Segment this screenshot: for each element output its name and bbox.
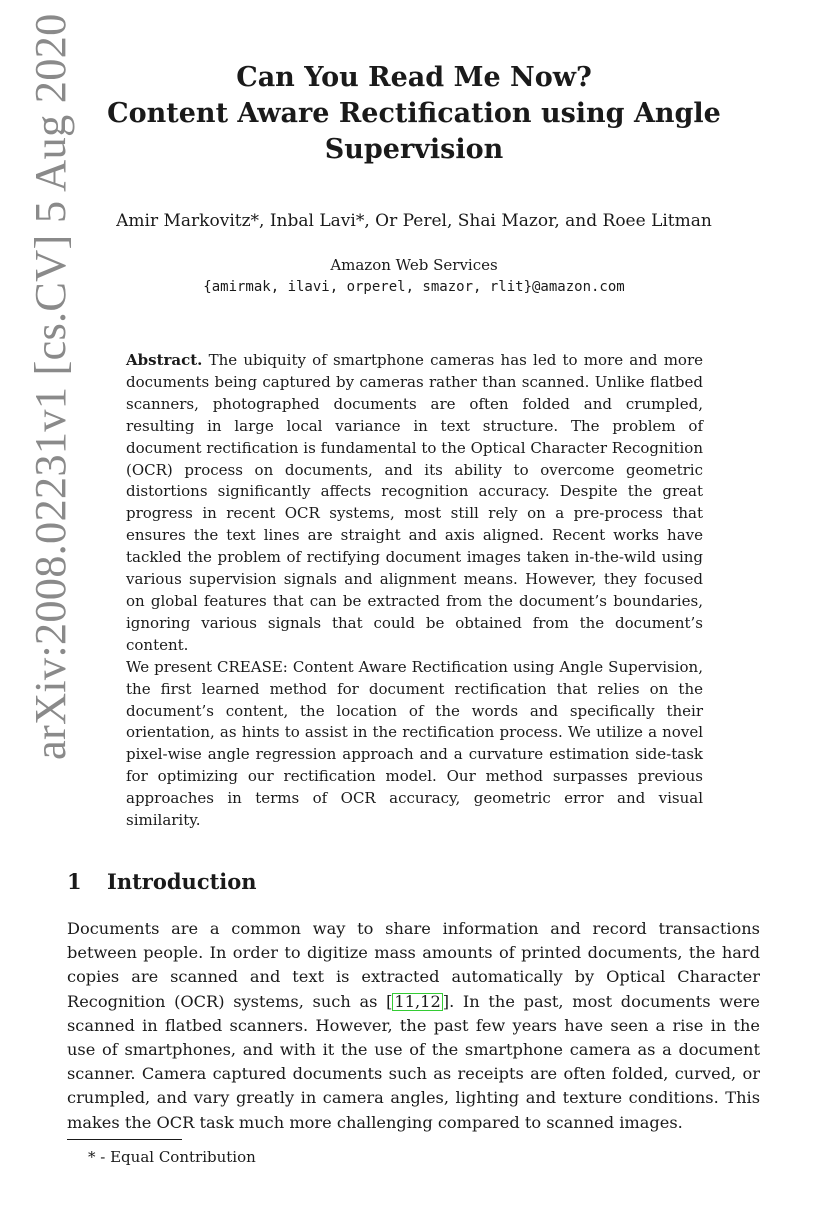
- section-heading: [67, 869, 257, 894]
- section-number: 1: [67, 869, 82, 894]
- abstract-label: Abstract.: [126, 351, 203, 369]
- citation-link[interactable]: 11,12: [394, 991, 441, 1011]
- section-title: Introduction: [107, 869, 257, 894]
- abstract-paragraph: We present CREASE: Content Aware Rectification using Angle Supervision, the first learned method for document rectification that relies on the document’s content, the location of the words and specifically their orientation, as hints to assist in the rectification process. We utilize a novel pixel-wise angle regression approach and a curvature estimation side-task for optimizing our rectification model. Our method surpasses previous approaches in terms of OCR accuracy, geometric error and visual similarity.: [126, 657, 703, 830]
- title-line: Can You Read Me Now?: [236, 62, 592, 93]
- author-list: Amir Markovitz*, Inbal Lavi*, Or Perel, Shai Mazor, and Roee Litman: [116, 211, 712, 231]
- arxiv-identifier-stamp: arXiv:2008.02231v1 [cs.CV] 5 Aug 2020: [25, 13, 75, 760]
- footnote-divider: [67, 1139, 182, 1140]
- intro-text: . In the past, most documents were scanned in flatbed scanners. However, the past few years have seen a rise in the use of smartphones, and with it the use of the smartphone camera as a document scanner. Camera captured documents such as receipts are often folded, curved, or crumpled, and vary greatly in camera angles, lighting and texture conditions. This makes the OCR task much more challenging compared to scanned images.: [67, 991, 760, 1132]
- intro-text: Documents are a common way to share information and record transactions between people. In order to digitize mass amounts of printed documents, the hard copies are scanned and text is extracted automatically by Optical Character Recognition (OCR) systems, such as: [67, 919, 760, 1011]
- author-emails: {amirmak, ilavi, orperel, smazor, rlit}@amazon.com: [203, 279, 625, 295]
- title-line: Supervision: [324, 134, 504, 165]
- footnote: * - Equal Contribution: [88, 1148, 256, 1166]
- abstract: [126, 350, 703, 832]
- abstract-paragraph: [126, 350, 703, 657]
- abstract-text: The ubiquity of smartphone cameras has led to more and more documents being captured by cameras rather than scanned. Unlike flatbed scanners, photographed documents are often folded and crumpled, resulting in large local variance in text structure. The problem of document rectification is fundamental to the Optical Character Recognition (OCR) process on documents, and its ability to overcome geometric distortions significantly affects recognition accuracy. Despite the great progress in recent OCR systems, most still rely on a pre-process that ensures the text lines are straight and axis aligned. Recent works have tackled the problem of rectifying document images taken in-the-wild using various supervision signals and alignment means. However, they focused on global features that can be extracted from the document’s boundaries, ignoring various signals that could be obtained from the document’s content.: [126, 351, 703, 654]
- title-line: Content Aware Rectification using Angle: [107, 98, 721, 129]
- intro-paragraph: Documents are a common way to share information and record transactions between people. In order to digitize mass amounts of printed documents, the hard copies are scanned and text is extracted automatically by Optical Character Recognition (OCR) systems, such as [ 11,12 ]. In the past, most documents were scanned in flatbed scanners. However, the past few years have seen a rise in the use of smartphones, and with it the use of the smartphone camera as a document scanner. Camera captured documents such as receipts are often folded, curved, or crumpled, and vary greatly in camera angles, lighting and texture conditions. This makes the OCR task much more challenging compared to scanned images.: [67, 919, 760, 1132]
- affiliation: Amazon Web Services: [330, 256, 498, 274]
- paper-title: [80, 60, 748, 168]
